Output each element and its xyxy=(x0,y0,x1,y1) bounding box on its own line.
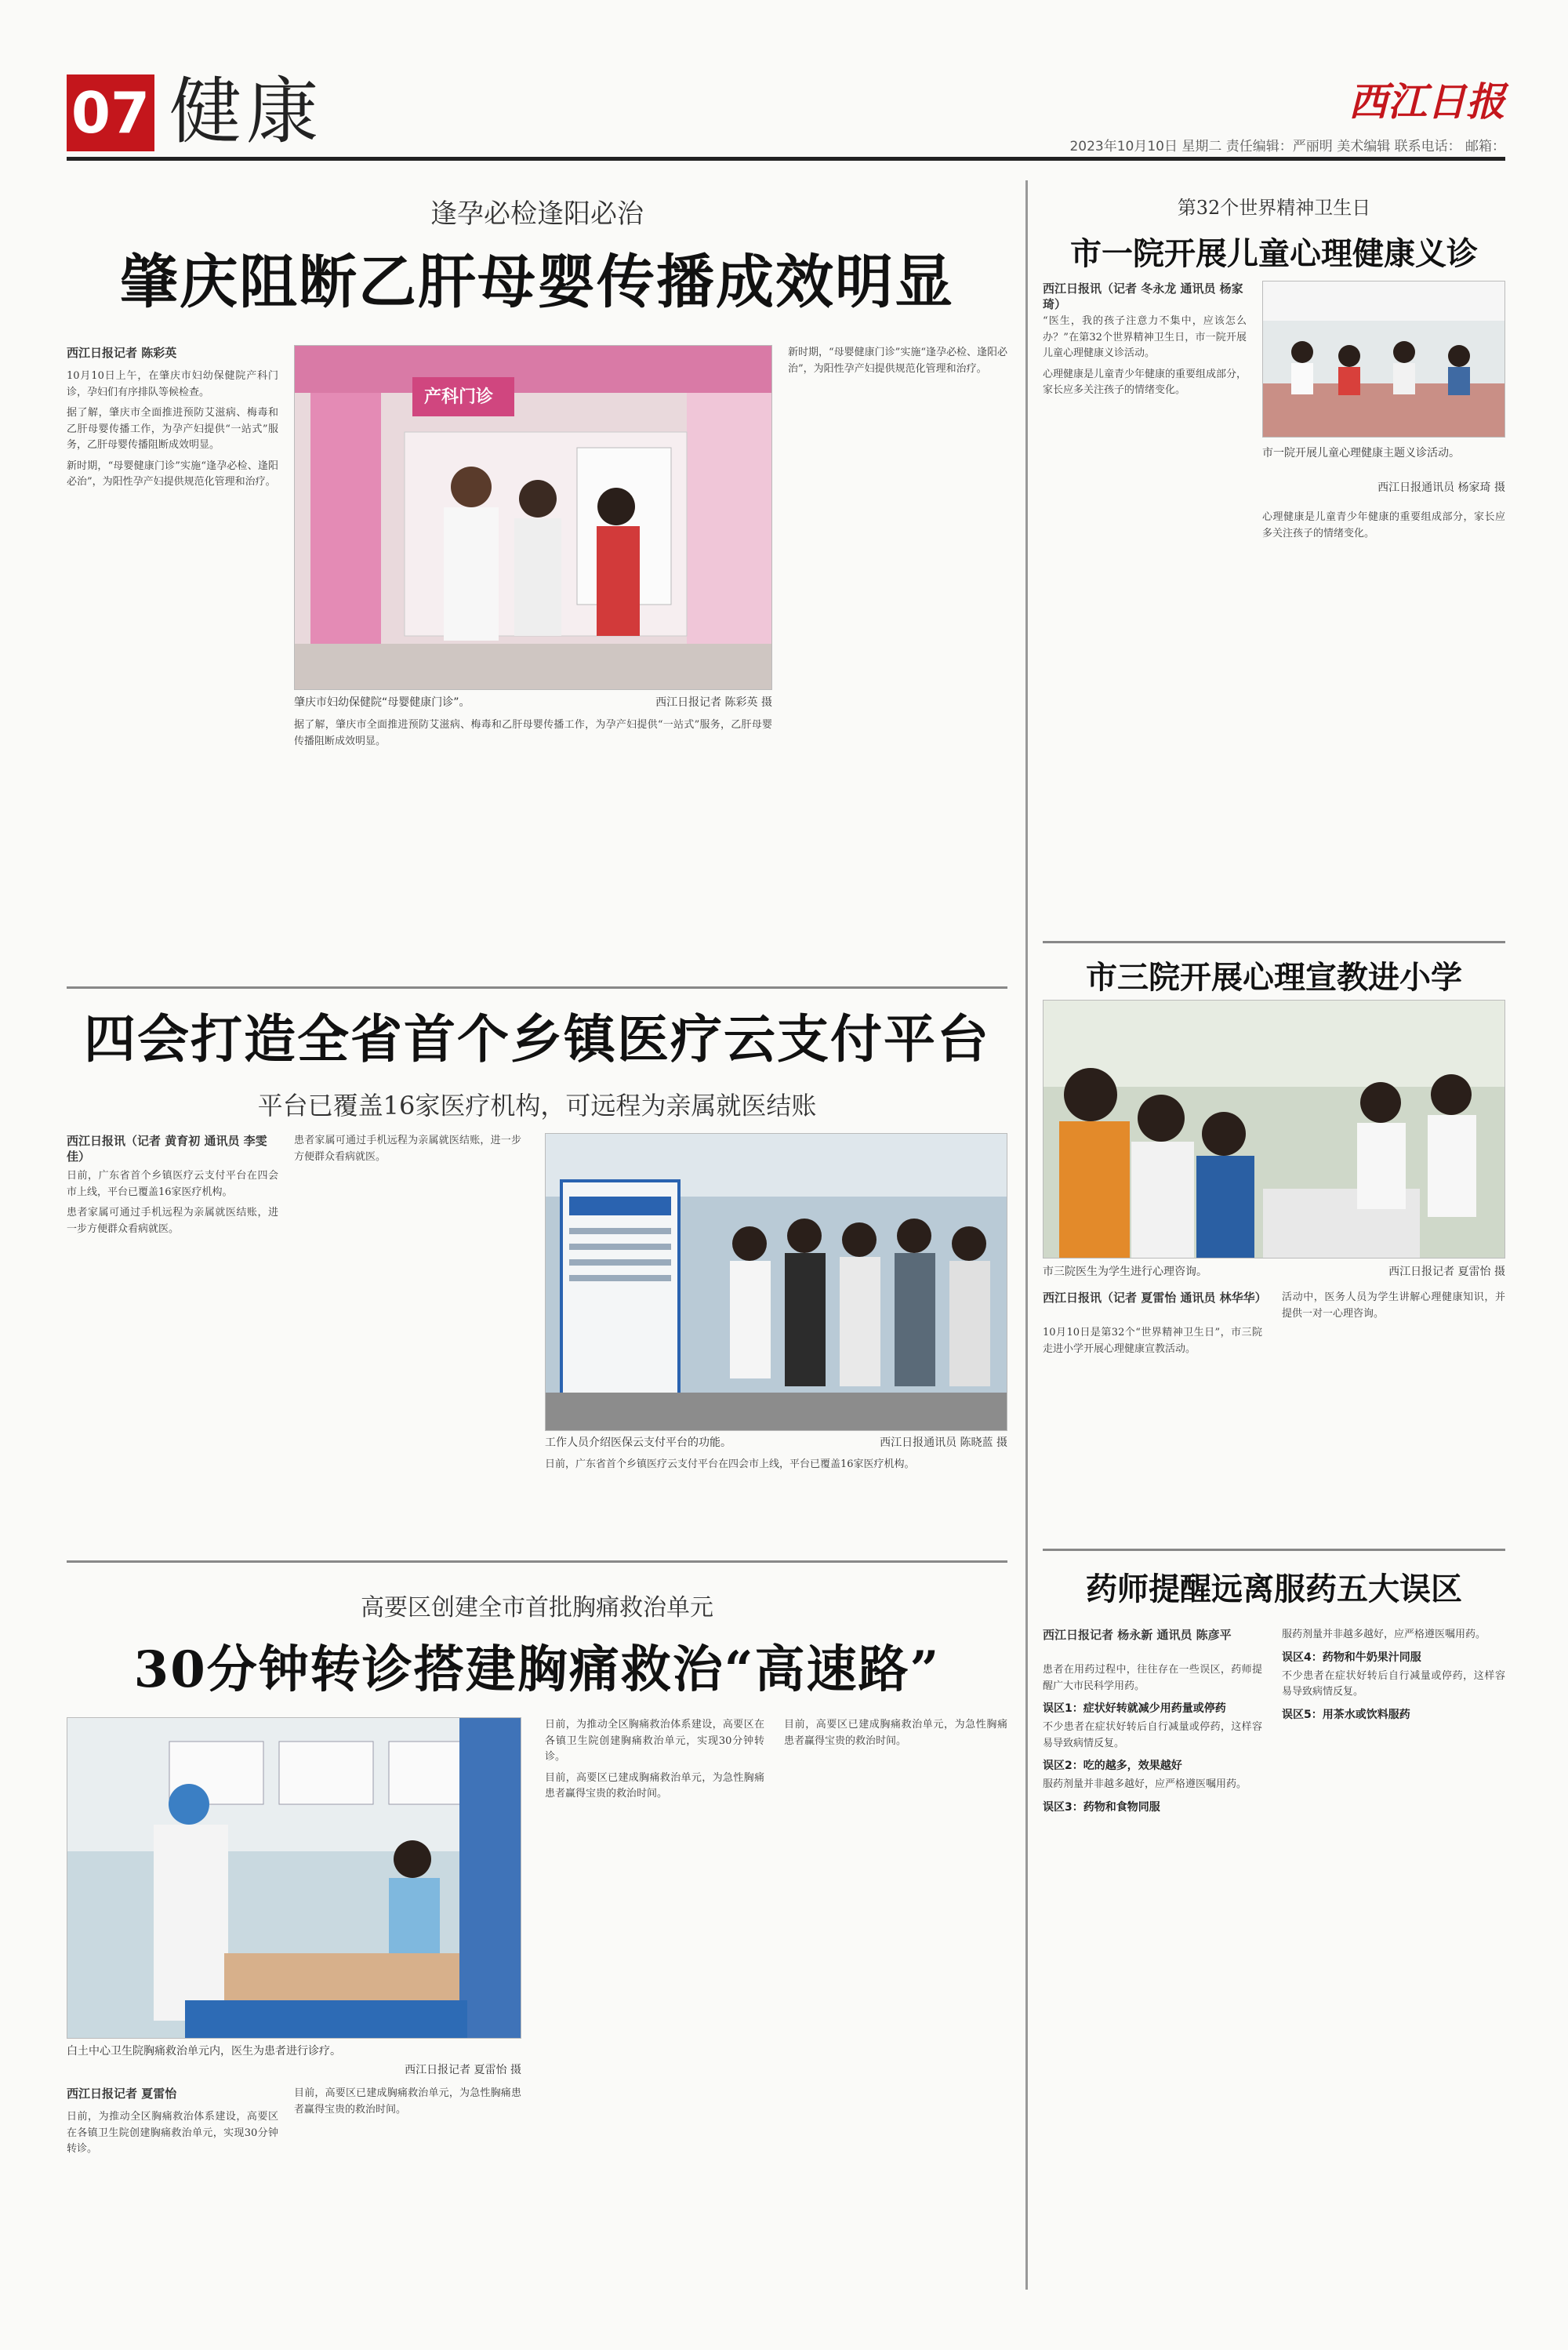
article1-col3 xyxy=(788,345,1007,972)
article2-photo xyxy=(545,1133,1007,1431)
article4-kicker: 第32个世界精神卫生日 xyxy=(1177,197,1371,219)
article3-para: 目前，高要区已建成胸痛救治单元，为急性胸痛患者赢得宝贵的救治时间。 xyxy=(784,1719,1007,1747)
section-divider xyxy=(67,1560,1007,1563)
article3-byline: 西江日报记者 夏雷怡 xyxy=(67,2087,177,2101)
article2-col2 xyxy=(294,1133,521,1545)
article3-para: 目前，高要区已建成胸痛救治单元，为急性胸痛患者赢得宝贵的救治时间。 xyxy=(545,1771,764,1800)
article1-byline: 西江日报记者 陈彩英 xyxy=(67,346,177,360)
article3-para: 日前，为推动全区胸痛救治体系建设，高要区在各镇卫生院创建胸痛救治单元，实现30分钟转诊。 xyxy=(545,1719,764,1763)
article1-kicker: 逢孕必检逢阳必治 xyxy=(430,198,644,230)
article3-caption: 白土中心卫生院胸痛救治单元内，医生为患者进行诊疗。 xyxy=(67,2045,341,2058)
article4-para: 心理健康是儿童青少年健康的重要组成部分，家长应多关注孩子的情绪变化。 xyxy=(1043,368,1247,396)
article1-para: 据了解，肇庆市全面推进预防艾滋病、梅毒和乙肝母婴传播工作，为孕产妇提供“一站式”服务，乙肝母婴传播阻断成效明显。 xyxy=(294,719,772,747)
masthead-meta: 2023年10月10日 星期二 责任编辑：严丽明 美术编辑 联系电话： 邮箱： xyxy=(1069,139,1505,154)
article6-col2 xyxy=(1282,1627,1505,2282)
article1-title: 肇庆阻断乙肝母婴传播成效明显 xyxy=(120,249,954,316)
article6-subhead: 误区1：症状好转就减少用药量或停药 xyxy=(1043,1702,1226,1715)
article3-col2 xyxy=(294,2086,521,2282)
article2-col1 xyxy=(67,1168,278,1545)
article1-para: 10月10日上午，在肇庆市妇幼保健院产科门诊，孕妇们有序排队等候检查。 xyxy=(67,370,278,398)
article4-credit: 西江日报通讯员 杨家琦 摄 xyxy=(1377,481,1505,494)
article3-col3 xyxy=(545,1717,764,2282)
article3-para: 目前，高要区已建成胸痛救治单元，为急性胸痛患者赢得宝贵的救治时间。 xyxy=(294,2087,521,2116)
article6-subhead: 误区2：吃的越多，效果越好 xyxy=(1043,1760,1182,1772)
article5-byline: 西江日报讯（记者 夏雷怡 通讯员 林华华） xyxy=(1043,1291,1267,1305)
article4-byline: 西江日报讯（记者 冬永龙 通讯员 杨家琦） xyxy=(1043,281,1243,311)
article5-para: 10月10日是第32个“世界精神卫生日”，市三院走进小学开展心理健康宣教活动。 xyxy=(1043,1327,1262,1355)
article1-col1 xyxy=(67,369,278,972)
column-divider xyxy=(1025,180,1028,2290)
article3-kicker: 高要区创建全市首批胸痛救治单元 xyxy=(361,1594,713,1622)
article5-caption: 市三院医生为学生进行心理咨询。 xyxy=(1043,1266,1207,1278)
article6-subhead: 误区5：用茶水或饮料服药 xyxy=(1282,1708,1410,1721)
article6-subhead: 误区4：药物和牛奶果汁同服 xyxy=(1282,1651,1421,1664)
masthead-rule xyxy=(67,157,1505,161)
article5-title: 市三院开展心理宣教进小学 xyxy=(1086,959,1462,996)
article6-para: 不少患者在症状好转后自行减量或停药，这样容易导致病情反复。 xyxy=(1282,1669,1505,1698)
article4-photo xyxy=(1262,281,1505,438)
consultation-scene-image xyxy=(1263,281,1505,438)
article5-para: 活动中，医务人员为学生讲解心理健康知识，并提供一对一心理咨询。 xyxy=(1282,1291,1505,1320)
article4-para: “医生，我的孩子注意力不集中，应该怎么办？”在第32个世界精神卫生日，市一院开展儿童心理健康义诊活动。 xyxy=(1043,315,1247,359)
article5-col2 xyxy=(1282,1290,1505,1529)
article5-col1 xyxy=(1043,1325,1262,1529)
article6-para: 服药剂量并非越多越好，应严格遵医嘱用药。 xyxy=(1282,1629,1486,1640)
training-scene-image xyxy=(546,1134,1007,1431)
section-title: 健康 xyxy=(169,70,324,154)
article2-para: 日前，广东省首个乡镇医疗云支付平台在四会市上线，平台已覆盖16家医疗机构。 xyxy=(67,1170,278,1198)
article2-byline: 西江日报讯（记者 黄育初 通讯员 李雯佳） xyxy=(67,1134,267,1164)
article6-para: 服药剂量并非越多越好，应严格遵医嘱用药。 xyxy=(1043,1778,1247,1790)
article6-col1 xyxy=(1043,1662,1262,2282)
article2-para: 日前，广东省首个乡镇医疗云支付平台在四会市上线，平台已覆盖16家医疗机构。 xyxy=(545,1458,915,1470)
article3-col4 xyxy=(784,1717,1007,2282)
newspaper-logo: 西江日报 xyxy=(1348,78,1505,125)
article1-photo xyxy=(294,345,772,690)
article2-para: 患者家属可通过手机远程为亲属就医结账，进一步方便群众看病就医。 xyxy=(67,1207,278,1235)
article5-photo xyxy=(1043,1000,1505,1259)
article2-caption: 工作人员介绍医保云支付平台的功能。 xyxy=(545,1437,731,1449)
section-divider xyxy=(1043,1549,1505,1551)
article1-caption: 肇庆市妇幼保健院“母婴健康门诊”。 xyxy=(294,696,470,709)
ward-scene-image xyxy=(67,1718,521,2039)
article3-col1 xyxy=(67,2109,278,2282)
section-divider xyxy=(1043,941,1505,943)
article3-credit: 西江日报记者 夏雷怡 摄 xyxy=(405,2064,521,2076)
section-divider xyxy=(67,986,1007,989)
article1-credit: 西江日报记者 陈彩英 摄 xyxy=(655,696,772,709)
article6-title: 药师提醒远离服药五大误区 xyxy=(1086,1571,1462,1607)
page-number: 07 xyxy=(67,74,154,151)
article2-col3 xyxy=(545,1457,1007,1545)
article2-para: 患者家属可通过手机远程为亲属就医结账，进一步方便群众看病就医。 xyxy=(294,1135,521,1163)
article3-title: 30分钟转诊搭建胸痛救治“高速路” xyxy=(133,1640,941,1699)
article1-col2 xyxy=(294,717,772,972)
article4-title: 市一院开展儿童心理健康义诊 xyxy=(1070,235,1478,272)
article6-byline: 西江日报记者 杨永新 通讯员 陈彦平 xyxy=(1043,1628,1232,1642)
article5-credit: 西江日报记者 夏雷怡 摄 xyxy=(1388,1266,1505,1278)
article1-para: 新时期，“母婴健康门诊”实施“逢孕必检、逢阳必治”，为阳性孕产妇提供规范化管理和治疗。 xyxy=(67,459,278,488)
article6-para: 不少患者在症状好转后自行减量或停药，这样容易导致病情反复。 xyxy=(1043,1721,1262,1749)
article1-para: 据了解，肇庆市全面推进预防艾滋病、梅毒和乙肝母婴传播工作，为孕产妇提供“一站式”服务，乙肝母婴传播阻断成效明显。 xyxy=(67,407,278,451)
article2-title: 四会打造全省首个乡镇医疗云支付平台 xyxy=(84,1008,990,1070)
article1-para: 新时期，“母婴健康门诊”实施“逢孕必检、逢阳必治”，为阳性孕产妇提供规范化管理和治疗。 xyxy=(788,347,1007,375)
article2-credit: 西江日报通讯员 陈晓蓝 摄 xyxy=(880,1437,1007,1449)
article4-col1 xyxy=(1043,314,1247,933)
school-scene-image xyxy=(1044,1001,1505,1259)
article3-para: 日前，为推动全区胸痛救治体系建设，高要区在各镇卫生院创建胸痛救治单元，实现30分钟转诊。 xyxy=(67,2111,278,2155)
clinic-sign: 产科门诊 xyxy=(424,387,494,407)
article4-caption: 市一院开展儿童心理健康主题义诊活动。 xyxy=(1262,447,1460,459)
article6-para: 患者在用药过程中，往往存在一些误区，药师提醒广大市民科学用药。 xyxy=(1043,1664,1262,1692)
clinic-scene-image xyxy=(295,346,772,690)
article4-para: 心理健康是儿童青少年健康的重要组成部分，家长应多关注孩子的情绪变化。 xyxy=(1262,511,1505,539)
article6-subhead: 误区3：药物和食物同服 xyxy=(1043,1800,1160,1814)
article3-photo xyxy=(67,1717,521,2039)
article2-subtitle: 平台已覆盖16家医疗机构，可远程为亲属就医结账 xyxy=(257,1091,817,1121)
article4-col2 xyxy=(1262,510,1505,933)
